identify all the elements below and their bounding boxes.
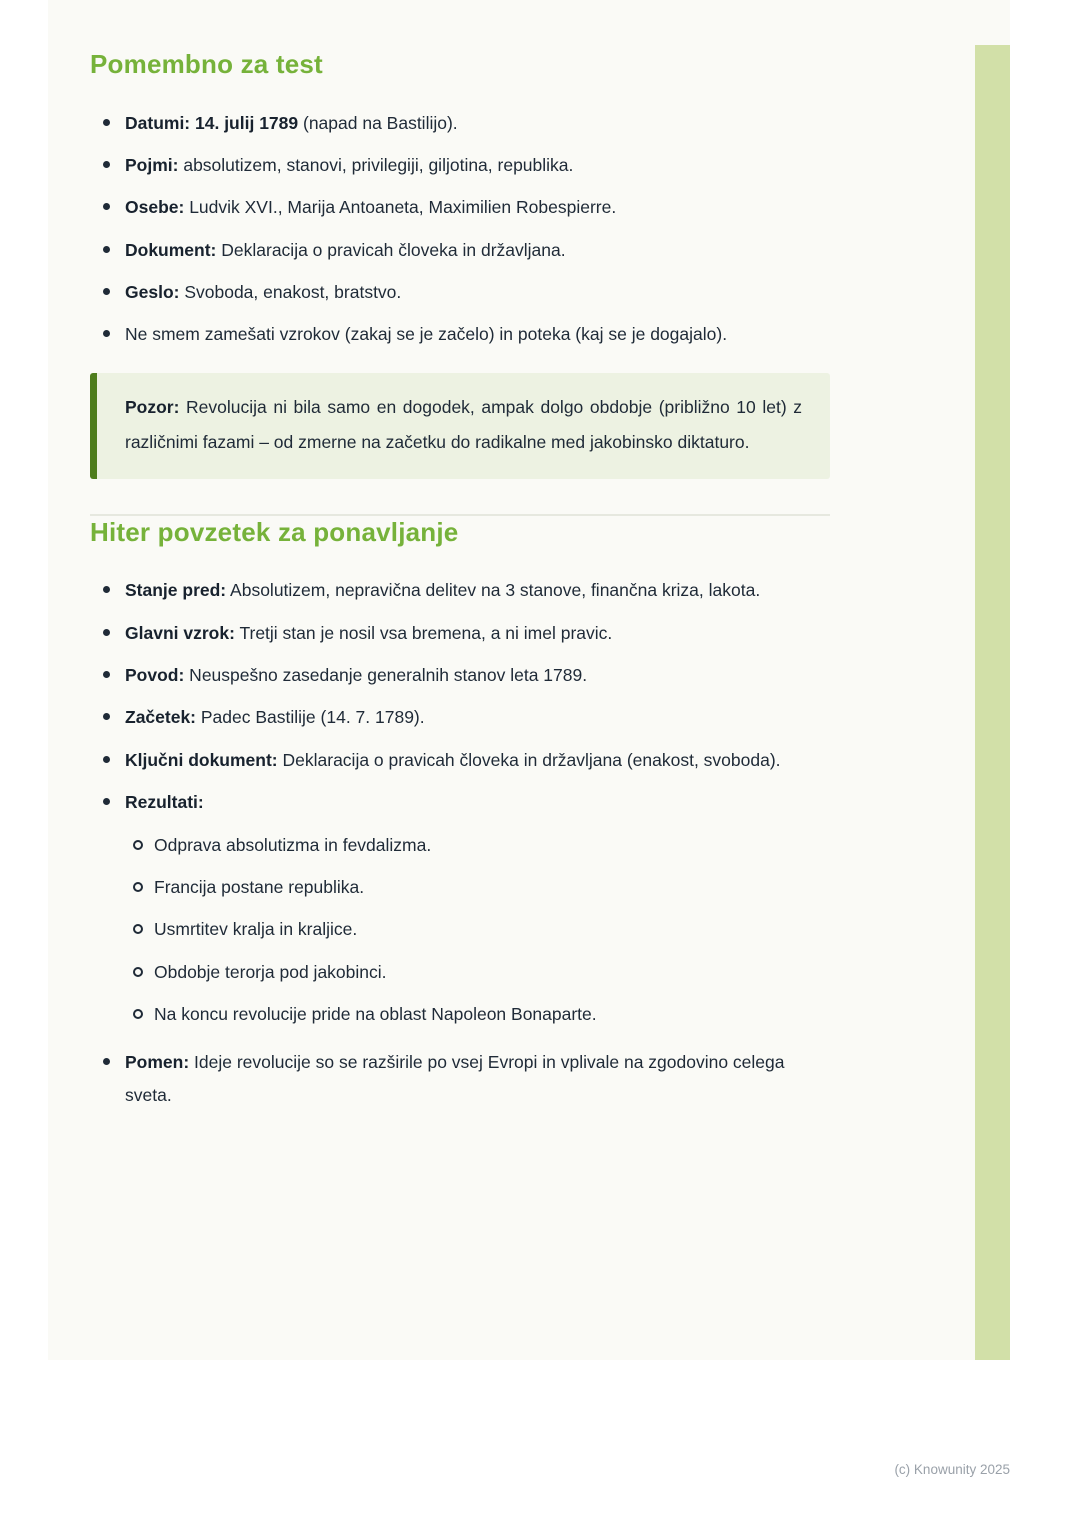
callout-text: [125, 390, 802, 460]
list-item: [90, 234, 830, 266]
bullet-label: Pomen:: [125, 1052, 190, 1073]
pozor-callout: [90, 373, 830, 479]
bullet-text: [125, 574, 830, 606]
sub-bullet-circle-icon: [133, 1009, 143, 1019]
section-test-list: [90, 107, 830, 351]
bullet-dot-icon: [103, 671, 110, 678]
sub-bullet-circle-icon: [133, 924, 143, 934]
bullet-text: [125, 617, 830, 649]
bullet-dot-icon: [103, 798, 110, 805]
bullet-label: Dokument:: [125, 239, 217, 260]
bullet-rest: Deklaracija o pravicah človeka in državljana (enakost, svoboda).: [277, 749, 781, 770]
bullet-text: [125, 276, 830, 308]
bullet-dot-icon: [103, 713, 110, 720]
bullet-rest: Tretji stan je nosil vsa bremena, a ni imel pravic.: [234, 622, 613, 643]
bullet-dot-icon: [103, 330, 110, 337]
bullet-rest: Ne smem zamešati vzrokov (zakaj se je začelo) in poteka (kaj se je dogajalo).: [125, 324, 728, 345]
list-item: [90, 744, 830, 776]
bullet-label: Geslo:: [125, 282, 180, 302]
copyright-footer: (c) Knowunity 2025: [894, 1462, 1010, 1477]
sub-bullet-text: Francija postane republika.: [154, 876, 365, 897]
list-item: [90, 786, 830, 818]
sub-bullet-text: Usmrtitev kralja in kraljice.: [154, 919, 358, 940]
bullet-rest: Svoboda, enakost, bratstvo.: [179, 282, 402, 302]
bullet-label: Glavni vzrok:: [125, 622, 235, 643]
bullet-text: [125, 786, 830, 818]
callout-rest: Revolucija ni bila samo en dogodek, ampak dolgo obdobje (približno 10 let) z različnimi fazami – od zmerne na začetku do radikalne med jakobinsko diktaturo.: [125, 396, 802, 452]
bullet-rest: Padec Bastilije (14. 7. 1789).: [196, 707, 425, 728]
document-content: [90, 48, 830, 1121]
bullet-dot-icon: [103, 203, 110, 210]
bullet-text: [125, 1046, 830, 1111]
bullet-dot-icon: [103, 586, 110, 593]
bullet-dot-icon: [103, 629, 110, 636]
bullet-text: [125, 234, 830, 266]
bullet-dot-icon: [103, 1058, 110, 1065]
sub-list-item: [121, 913, 830, 945]
list-item: [90, 149, 830, 181]
bullet-rest: Deklaracija o pravicah človeka in državljana.: [216, 239, 566, 260]
sub-list-item: [121, 956, 830, 988]
list-item: [90, 276, 830, 308]
list-item: [90, 617, 830, 649]
bullet-dot-icon: [103, 119, 110, 126]
bullet-rest: Neuspešno zasedanje generalnih stanov leta 1789.: [184, 665, 588, 685]
bullet-label: Povod:: [125, 665, 185, 685]
bullet-text: [125, 149, 830, 181]
section-summary-list: [90, 574, 830, 1111]
sub-list-item: [121, 871, 830, 903]
bullet-text: [125, 744, 830, 776]
bullet-label: Rezultati:: [125, 792, 204, 813]
sub-list-item: [121, 829, 830, 861]
bullet-rest: Ideje revolucije so se razširile po vsej Evropi in vplivale na zgodovino celega sveta.: [125, 1052, 785, 1105]
bullet-rest: Ludvik XVI., Marija Antoaneta, Maximilien Robespierre.: [184, 197, 617, 218]
bullet-label: Začetek:: [125, 707, 197, 728]
bullet-dot-icon: [103, 756, 110, 763]
bullet-label: Stanje pred:: [125, 580, 227, 601]
right-accent-bar: [975, 45, 1010, 1360]
list-item: [90, 574, 830, 606]
bullet-text: [125, 191, 830, 223]
list-item: [90, 107, 830, 139]
sub-list-item: [121, 998, 830, 1030]
sub-bullet-circle-icon: [133, 840, 143, 850]
bullet-text: [125, 659, 830, 691]
bullet-rest: (napad na Bastilijo).: [298, 112, 458, 133]
bullet-dot-icon: [103, 288, 110, 295]
sub-bullet-text: Na koncu revolucije pride na oblast Napoleon Bonaparte.: [154, 1004, 597, 1024]
bullet-label: Ključni dokument:: [125, 749, 278, 770]
sub-bullet-text: Odprava absolutizma in fevdalizma.: [154, 834, 432, 855]
list-item: [90, 191, 830, 223]
section-title-hiter-povzetek: Hiter povzetek za ponavljanje: [90, 516, 459, 547]
sub-bullet-circle-icon: [133, 967, 143, 977]
bullet-text: [125, 318, 830, 350]
bullet-label: Osebe:: [125, 197, 185, 218]
callout-label: Pozor:: [125, 396, 180, 417]
sub-bullet-text: Obdobje terorja pod jakobinci.: [154, 961, 387, 982]
list-item: [90, 701, 830, 733]
list-item: [90, 318, 830, 350]
section-title-pomembno-za-test: Pomembno za test: [90, 49, 323, 79]
bullet-dot-icon: [103, 246, 110, 253]
bullet-text: [125, 107, 830, 139]
bullet-label: Pojmi:: [125, 154, 179, 175]
bullet-label: Datumi: 14. julij 1789: [125, 112, 299, 133]
bullet-dot-icon: [103, 161, 110, 168]
bullet-rest: Absolutizem, nepravična delitev na 3 stanove, finančna kriza, lakota.: [226, 580, 761, 601]
sub-bullet-circle-icon: [133, 882, 143, 892]
list-item: [90, 659, 830, 691]
bullet-rest: absolutizem, stanovi, privilegiji, giljotina, republika.: [178, 154, 574, 175]
list-item: [90, 1046, 830, 1111]
bullet-text: [125, 701, 830, 733]
